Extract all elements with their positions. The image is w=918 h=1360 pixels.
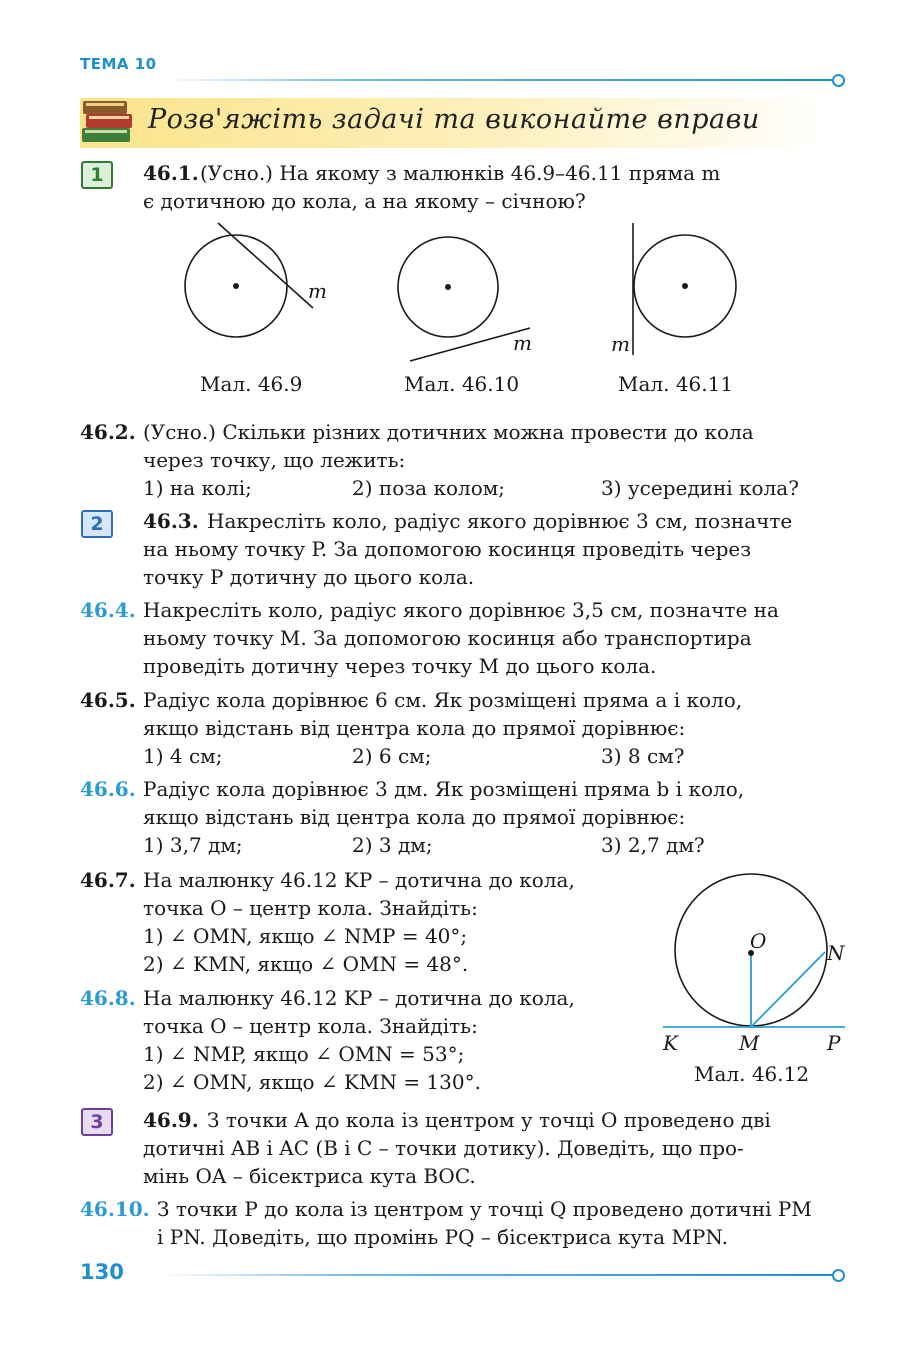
problem-text: є дотичною до кола, а на якому – січною? <box>143 189 586 213</box>
problem-text: 2) ∠ OMN, якщо ∠ KMN = 130°. <box>143 1070 481 1094</box>
footer-rule-end <box>832 1269 845 1282</box>
answer-option: 1) на колі; <box>143 476 252 500</box>
point-label-n: N <box>827 941 845 965</box>
point-label-p: P <box>827 1031 841 1055</box>
problem-text: і PN. Доведіть, що промінь PQ – бісектриса кута MPN. <box>157 1225 728 1249</box>
answer-option: 1) 4 см; <box>143 744 223 768</box>
header-rule-end <box>832 74 845 87</box>
problem-text: (Усно.) На якому з малюнків 46.9–46.11 пряма m <box>200 161 721 185</box>
problem-number: 46.5. <box>80 688 136 712</box>
page-number: 130 <box>80 1260 124 1284</box>
problem-text: мінь OA – бісектриса кута BOC. <box>143 1164 476 1188</box>
problem-text: точку P дотичну до цього кола. <box>143 565 475 589</box>
figure-46-11 <box>611 223 736 356</box>
problem-text: Накресліть коло, радіус якого дорівнює 3,5 см, позначте на <box>143 598 779 622</box>
problem-text: (Усно.) Скільки різних дотичних можна провести до кола <box>143 420 754 444</box>
problem-text: 1) ∠ OMN, якщо ∠ NMP = 40°; <box>143 924 468 948</box>
point-label-m: M <box>739 1031 760 1055</box>
line-label-m: m <box>611 332 630 356</box>
footer-rule <box>160 1274 832 1276</box>
answer-option: 2) 3 дм; <box>352 833 433 857</box>
problem-text: на ньому точку P. За допомогою косинця проведіть через <box>143 537 752 561</box>
figures-46-9-to-46-11 <box>170 218 770 373</box>
problem-text: через точку, що лежить: <box>143 448 406 472</box>
problem-text: точка O – центр кола. Знайдіть: <box>143 1014 478 1038</box>
problem-number: 46.2. <box>80 420 136 444</box>
figure-caption: Мал. 46.12 <box>694 1062 810 1086</box>
answer-option: 3) усередині кола? <box>601 476 799 500</box>
problem-number: 46.9. <box>143 1108 199 1132</box>
figure-caption: Мал. 46.10 <box>404 372 520 396</box>
problem-number: 46.1. <box>143 161 199 185</box>
figure-46-9 <box>185 223 327 337</box>
problem-text: На малюнку 46.12 KP – дотична до кола, <box>143 868 575 892</box>
line-label-m: m <box>308 279 327 303</box>
line-label-m: m <box>513 331 532 355</box>
problem-text: точка O – центр кола. Знайдіть: <box>143 896 478 920</box>
problem-text: Радіус кола дорівнює 6 см. Як розміщені пряма a і коло, <box>143 688 743 712</box>
figure-caption: Мал. 46.9 <box>200 372 303 396</box>
problem-number: 46.3. <box>143 509 199 533</box>
answer-option: 2) 6 см; <box>352 744 432 768</box>
problem-text: З точки A до кола із центром у точці O проведено дві <box>207 1108 771 1132</box>
problem-text: З точки P до кола із центром у точці Q проведено дотичні PM <box>157 1197 812 1221</box>
problem-text: Радіус кола дорівнює 3 дм. Як розміщені пряма b і коло, <box>143 777 745 801</box>
point-label-o: O <box>750 929 767 953</box>
problem-number: 46.7. <box>80 868 136 892</box>
problem-text: проведіть дотичну через точку M до цього кола. <box>143 654 657 678</box>
level-1-badge: 1 <box>81 161 113 189</box>
banner-title: Розв'яжіть задачі та виконайте вправи <box>148 104 760 135</box>
problem-text: якщо відстань від центра кола до прямої дорівнює: <box>143 716 686 740</box>
answer-option: 1) 3,7 дм; <box>143 833 243 857</box>
problem-text: якщо відстань від центра кола до прямої дорівнює: <box>143 805 686 829</box>
topic-label: ТЕМА 10 <box>80 55 157 73</box>
figure-46-12 <box>655 870 850 1060</box>
answer-option: 3) 2,7 дм? <box>601 833 705 857</box>
problem-number: 46.8. <box>80 986 136 1010</box>
problem-text: 2) ∠ KMN, якщо ∠ OMN = 48°. <box>143 952 469 976</box>
problem-text: 1) ∠ NMP, якщо ∠ OMN = 53°; <box>143 1042 465 1066</box>
problem-number: 46.4. <box>80 598 136 622</box>
problem-text: ньому точку M. За допомогою косинця або транспортира <box>143 626 752 650</box>
answer-option: 2) поза колом; <box>352 476 506 500</box>
answer-option: 3) 8 см? <box>601 744 685 768</box>
problem-text: Накресліть коло, радіус якого дорівнює 3 см, позначте <box>207 509 793 533</box>
figure-caption: Мал. 46.11 <box>618 372 734 396</box>
problem-number: 46.10. <box>80 1197 150 1221</box>
books-icon <box>80 94 140 150</box>
level-3-badge: 3 <box>81 1108 113 1136</box>
level-2-badge: 2 <box>81 510 113 538</box>
header-rule <box>160 79 832 81</box>
problem-number: 46.6. <box>80 777 136 801</box>
problem-text: дотичні AB і AC (B і C – точки дотику). Доведіть, що про- <box>143 1136 744 1160</box>
point-label-k: K <box>663 1031 678 1055</box>
figure-46-10 <box>398 237 532 361</box>
problem-text: На малюнку 46.12 KP – дотична до кола, <box>143 986 575 1010</box>
